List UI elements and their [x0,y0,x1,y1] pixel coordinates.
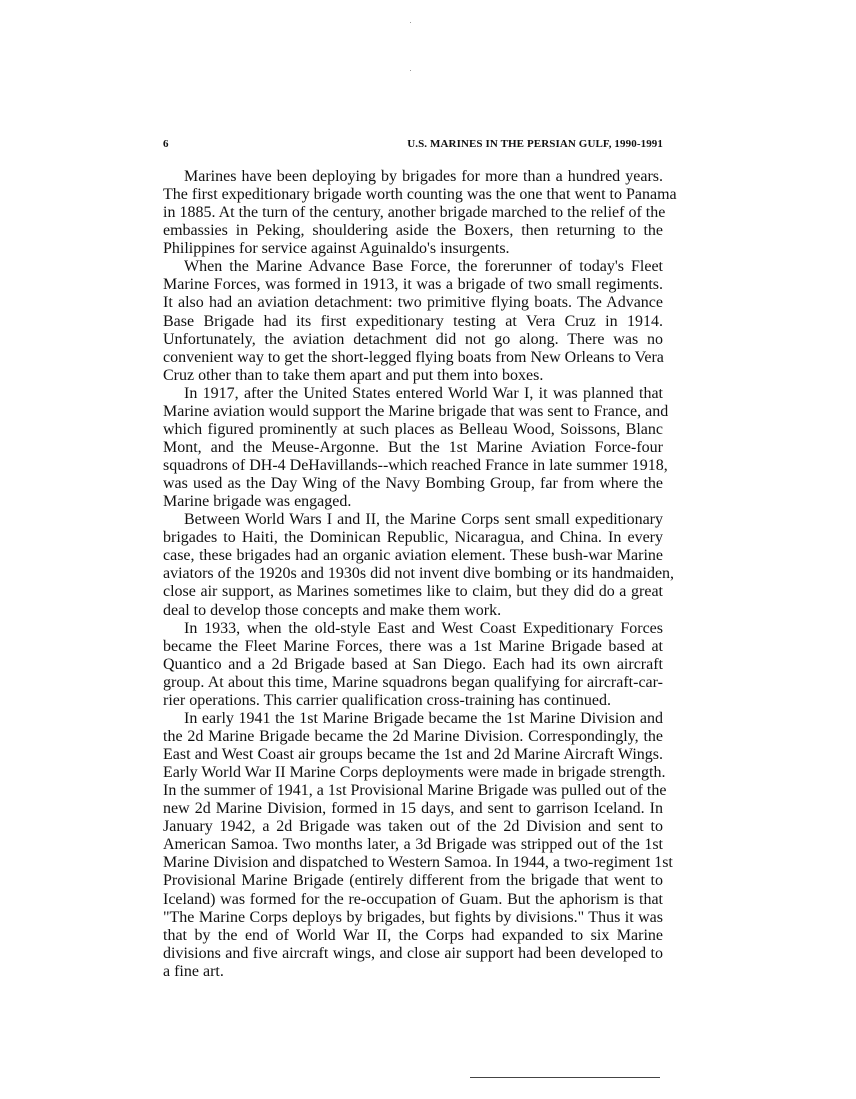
text-line: divisions and five aircraft wings, and close air support had been developed to [163,944,663,962]
paragraph [163,384,669,511]
text-line: rier operations. This carrier qualification cross-training has continued. [163,691,611,709]
paragraph [163,620,663,710]
text-line: East and West Coast air groups became the 1st and 2d Marine Aircraft Wings. [163,746,663,763]
text-line: Marine aviation would support the Marine brigade that was sent to France, and [163,402,669,420]
text-line: In 1917, after the United States entered World War I, it was planned that [184,384,663,402]
scan-speck [410,22,411,23]
scan-speck [410,70,411,71]
text-line: became the Fleet Marine Forces, there was a 1st Marine Brigade based at [163,637,663,655]
text-line: Unfortunately, the aviation detachment did not go along. There was no [163,330,663,348]
text-line: It also had an aviation detachment: two primitive flying boats. The Advance [163,294,663,312]
text-line: squadrons of DH-4 DeHavillands--which reached France in late summer 1918, [163,457,668,474]
text-line: Iceland) was formed for the re-occupation of Guam. But the aphorism is that [163,890,663,908]
text-line: which figured prominently at such places as Belleau Wood, Soissons, Blanc [163,420,663,438]
text-line: The first expeditionary brigade worth counting was the one that went to Panama [163,186,677,204]
footer-rule [470,1077,660,1078]
text-line: Philippines for service against Aguinaldo's insurgents. [163,240,510,258]
text-line: Provisional Marine Brigade (entirely different from the brigade that went to [163,872,663,890]
text-line: Marine brigade was engaged. [163,493,352,511]
text-line: convenient way to get the short-legged flying boats from New Orleans to Vera [163,348,664,366]
text-line: Mont, and the Meuse-Argonne. But the 1st Marine Aviation Force-four [163,438,663,456]
paragraph [163,511,675,619]
text-line: the 2d Marine Brigade became the 2d Marine Division. Correspondingly, the [163,727,663,745]
text-line: In the summer of 1941, a 1st Provisional Marine Brigade was pulled out of the [163,782,667,800]
text-line: close air support, as Marines sometimes like to claim, but they did do a great [163,583,663,601]
text-line: Early World War II Marine Corps deployments were made in brigade strength. [163,764,666,782]
text-line: in 1885. At the turn of the century, another brigade marched to the relief of the [163,204,666,222]
text-line: brigades to Haiti, the Dominican Republic, Nicaragua, and China. In every [163,529,663,547]
text-line: new 2d Marine Division, formed in 15 days, and sent to garrison Iceland. In [163,800,663,818]
paragraph [163,709,673,981]
text-line: Base Brigade had its first expeditionary testing at Vera Cruz in 1914. [163,312,663,330]
text-line: Cruz other than to take them apart and put them into boxes. [163,366,544,384]
text-line: January 1942, a 2d Brigade was taken out of the 2d Division and sent to [163,818,663,836]
text-line: Marine Division and dispatched to Western Samoa. In 1944, a two-regiment 1st [163,854,673,872]
paragraph [163,258,663,384]
running-header [163,138,663,154]
body-text [163,168,677,981]
text-line: Marines have been deploying by brigades for more than a hundred years. [184,168,663,185]
text-line: case, these brigades had an organic aviation element. These bush-war Marine [163,547,663,565]
text-line: In early 1941 the 1st Marine Brigade became the 1st Marine Division and [184,709,663,727]
paragraph [163,168,677,258]
text-line: deal to develop those concepts and make them work. [163,601,502,619]
text-line: that by the end of World War II, the Corps had expanded to six Marine [163,926,663,944]
text-line: aviators of the 1920s and 1930s did not invent dive bombing or its handmaiden, [163,565,675,583]
text-line: When the Marine Advance Base Force, the forerunner of today's Fleet [184,258,663,276]
text-line: "The Marine Corps deploys by brigades, but fights by divisions." Thus it was [163,908,663,926]
running-title: U.S. MARINES IN THE PERSIAN GULF, 1990-1991 [407,138,663,150]
text-line: embassies in Peking, shouldering aside the Boxers, then returning to the [163,222,663,240]
text-line: American Samoa. Two months later, a 3d Brigade was stripped out of the 1st [163,836,663,854]
text-line: a fine art. [163,962,224,980]
text-line: Quantico and a 2d Brigade based at San Diego. Each had its own aircraft [163,655,663,673]
page-number: 6 [163,138,169,150]
text-line: Between World Wars I and II, the Marine Corps sent small expeditionary [184,511,663,529]
text-line: In 1933, when the old-style East and West Coast Expeditionary Forces [184,619,663,637]
text-line: Marine Forces, was formed in 1913, it was a brigade of two small regiments. [163,276,663,294]
text-line: was used as the Day Wing of the Navy Bombing Group, far from where the [163,475,663,493]
text-line: group. At about this time, Marine squadrons began qualifying for aircraft-car- [163,673,663,691]
